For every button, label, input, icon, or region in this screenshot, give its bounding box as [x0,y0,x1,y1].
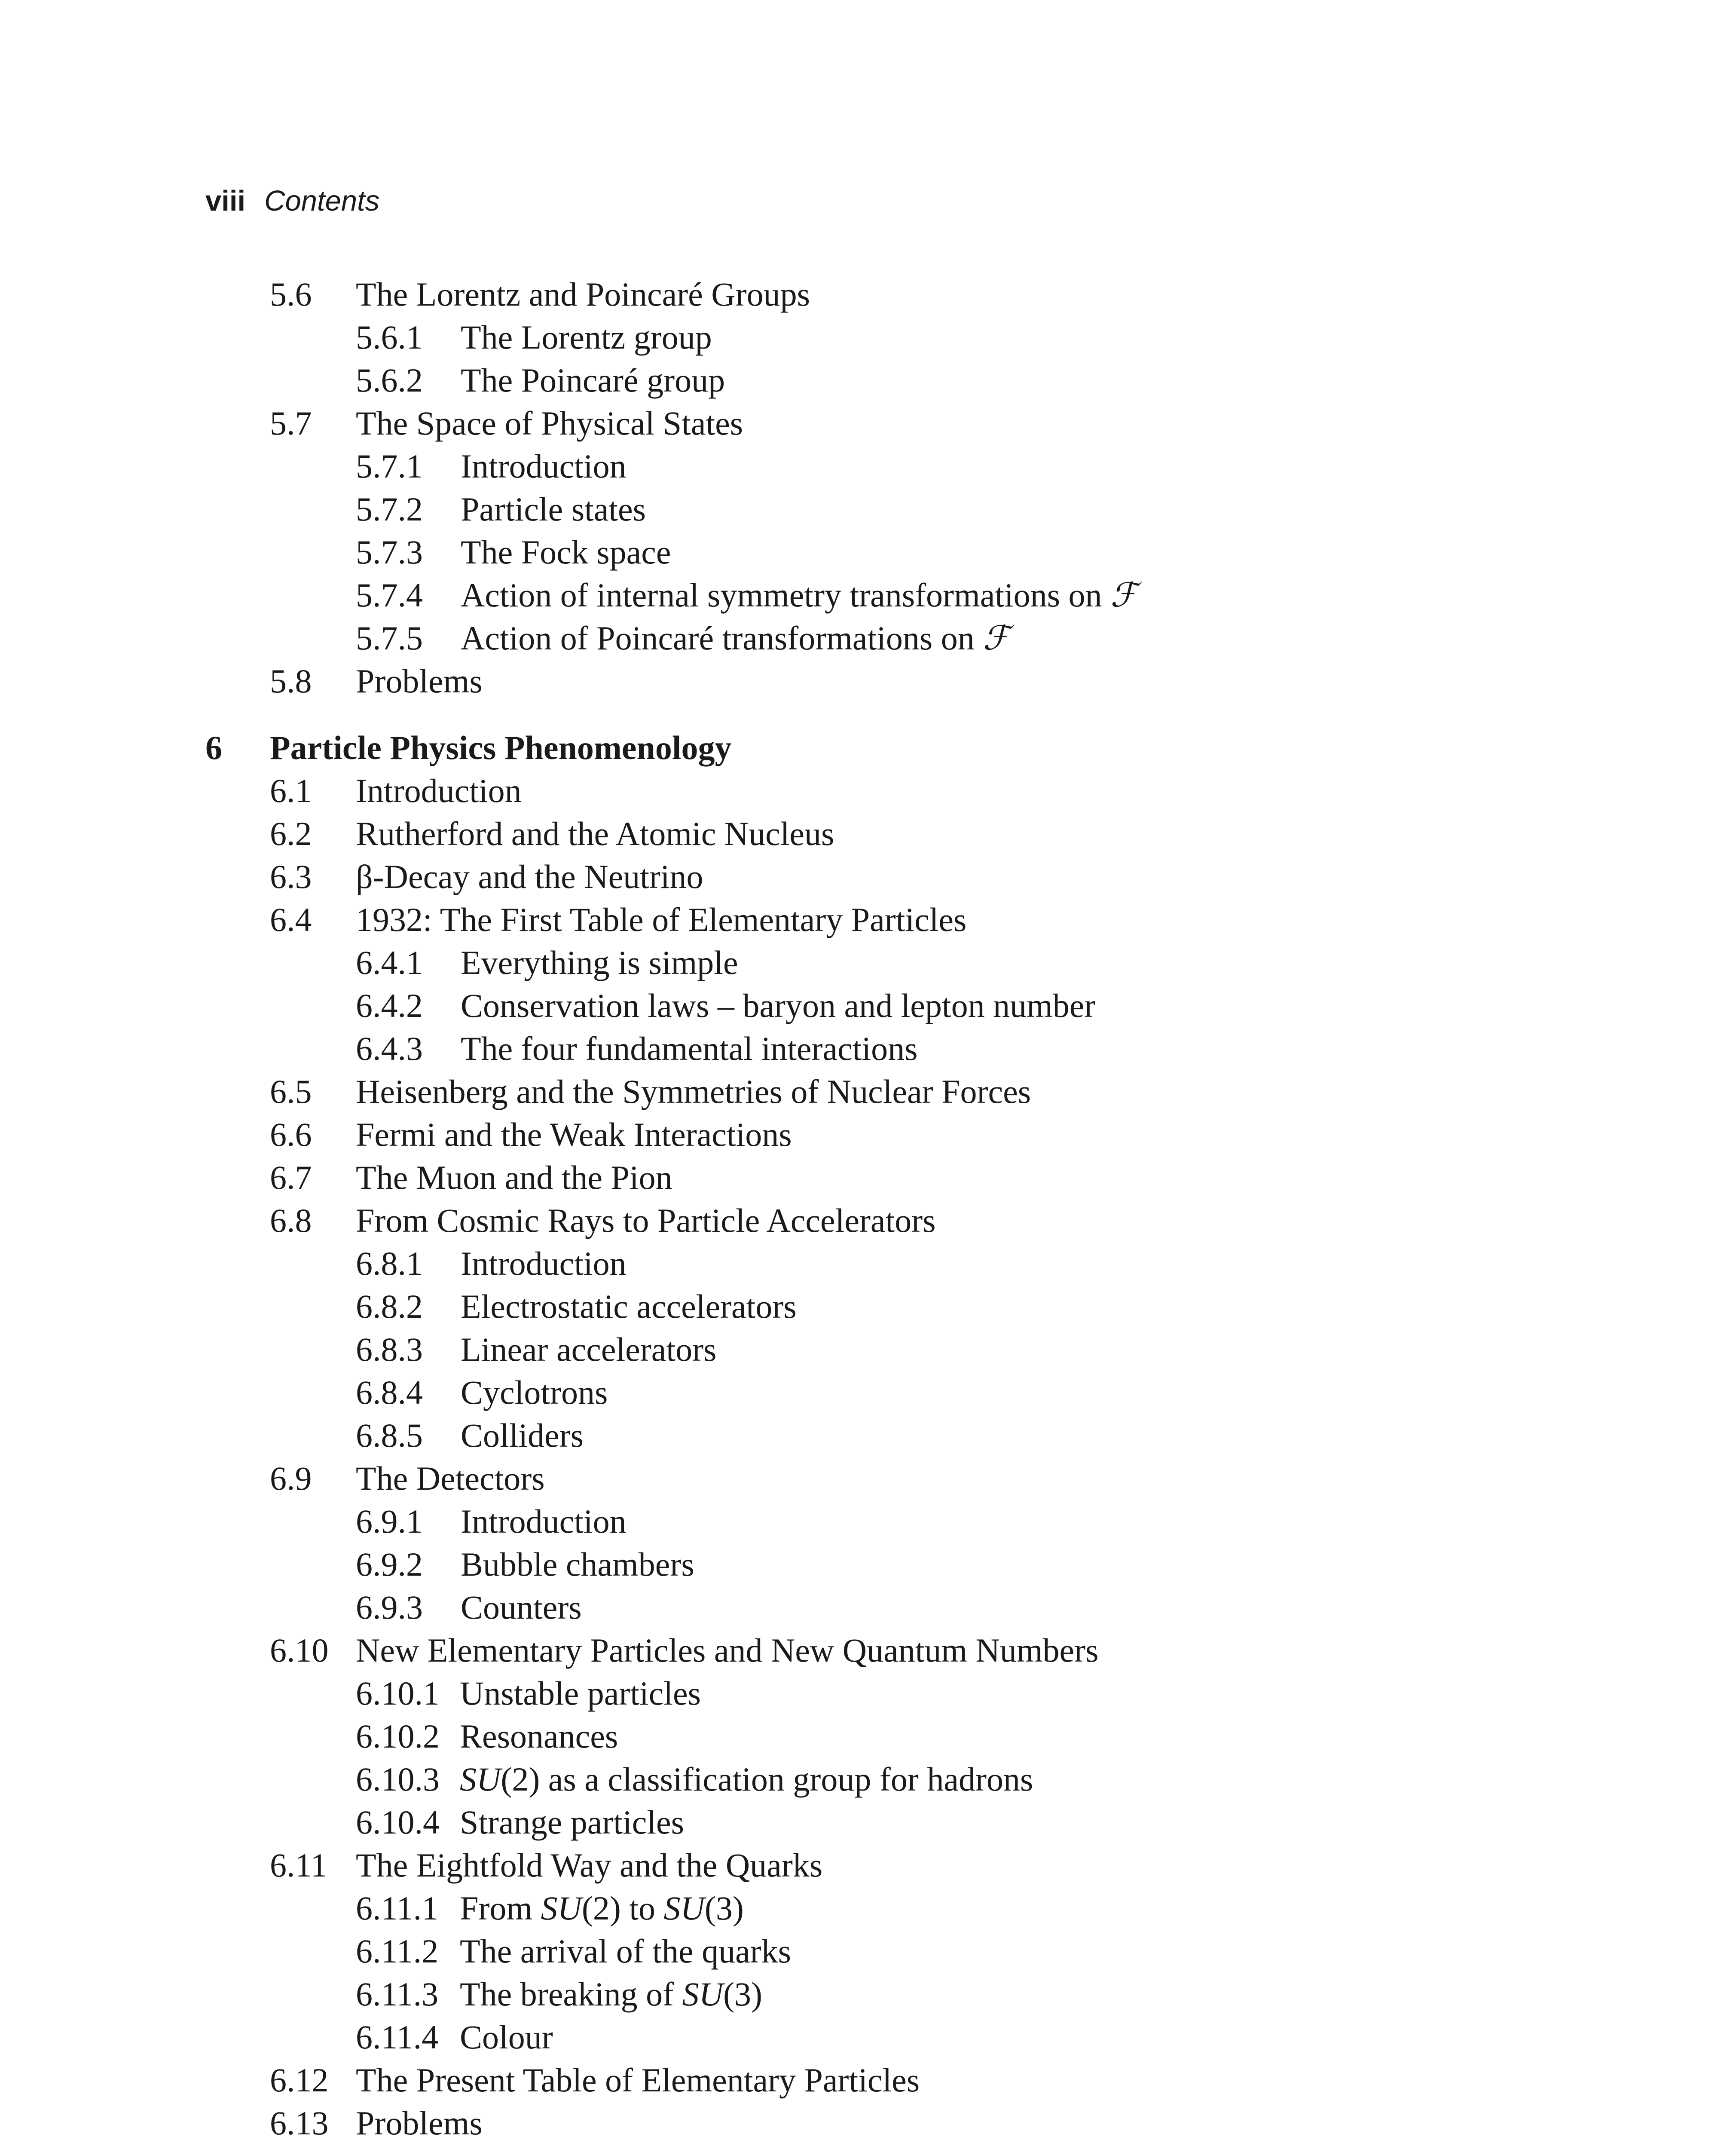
toc-entry-title: Strange particles [460,1803,684,1841]
toc-entry-number: 6.3 [270,858,312,895]
toc-entry-title: Electrostatic accelerators [461,1288,797,1325]
toc-entry-title: The Lorentz and Poincaré Groups [356,276,810,313]
toc-entry-number: 6.4.1 [356,944,423,981]
toc-entry-title: The breaking of SU(3) [460,1975,762,2013]
toc-entry-number: 6 [205,729,222,766]
toc-entry-title: Particle Physics Phenomenology [270,729,732,766]
toc-entry-number: 5.7.1 [356,447,423,485]
toc-entry-title: Introduction [461,447,627,485]
toc-entry-number: 6.9 [270,1460,312,1497]
toc-entry-title: The Detectors [356,1460,545,1497]
toc-entry-number: 6.9.2 [356,1546,423,1583]
toc-entry-number: 5.6.1 [356,318,423,356]
toc-entry-title: New Elementary Particles and New Quantum Numbers [356,1632,1099,1669]
toc-entry-title: Introduction [461,1503,627,1540]
toc-entry-title: The arrival of the quarks [460,1932,792,1970]
toc-entry-title: Action of internal symmetry transformations on ℱ [461,576,1137,614]
toc-entry-title: Particle states [461,490,646,528]
toc-entry-number: 5.6 [270,276,312,313]
toc-entry-title: The Eightfold Way and the Quarks [356,1846,823,1884]
toc-entry-title: Unstable particles [460,1675,701,1712]
toc-entry-number: 6.11 [270,1846,327,1884]
toc-entry-number: 6.11.2 [356,1932,439,1970]
toc-entry-number: 6.1 [270,772,312,809]
toc-entry-number: 6.7 [270,1159,312,1196]
toc-entry-title: The Poincaré group [461,361,725,399]
toc-entry-title: Bubble chambers [461,1546,694,1583]
toc-entry-number: 6.8.5 [356,1417,423,1454]
toc-entry-number: 6.9.1 [356,1503,423,1540]
toc-entry-number: 6.4.3 [356,1030,423,1067]
toc-entry-title: Fermi and the Weak Interactions [356,1116,792,1153]
toc-entry-number: 6.8 [270,1202,312,1239]
toc-entry-number: 6.8.3 [356,1331,423,1368]
toc-entry-title: Colour [460,2018,553,2056]
toc-entry-title: Conservation laws – baryon and lepton number [461,987,1096,1024]
toc-entry-number: 5.7.2 [356,490,423,528]
toc-entry-title: The Fock space [461,533,671,571]
toc-entry-number: 6.6 [270,1116,312,1153]
toc-entry-number: 6.9.3 [356,1589,423,1626]
toc-entry-title: From SU(2) to SU(3) [460,1889,744,1927]
toc-entry-number: 5.7.4 [356,576,423,614]
toc-entry-number: 6.12 [270,2061,329,2099]
toc-entry-number: 6.10.3 [356,1760,440,1798]
running-head: Contents [264,185,380,217]
toc-entry-number: 6.2 [270,815,312,852]
toc-entry-title: The Muon and the Pion [356,1159,672,1196]
toc-entry-title: Heisenberg and the Symmetries of Nuclear Forces [356,1073,1031,1110]
toc-entry-title: Colliders [461,1417,584,1454]
toc-entry-title: From Cosmic Rays to Particle Accelerators [356,1202,936,1239]
toc-entry-title: Action of Poincaré transformations on ℱ [461,619,1009,657]
toc-entry-title: SU(2) as a classification group for hadrons [460,1760,1033,1798]
toc-entry-title: Resonances [460,1717,618,1755]
toc-entry-title: Rutherford and the Atomic Nucleus [356,815,834,852]
toc-entry-number: 6.10.2 [356,1717,440,1755]
toc-entry-title: Counters [461,1589,582,1626]
toc-entry-number: 6.11.3 [356,1975,439,2013]
toc-entry-number: 6.10.1 [356,1675,440,1712]
toc-entry-title: Problems [356,662,483,700]
toc-entry-number: 6.10 [270,1632,329,1669]
toc-entry-number: 6.11.1 [356,1889,439,1927]
toc-entry-title: Introduction [356,772,522,809]
page-number: viii [205,185,246,217]
toc-entry-title: Cyclotrons [461,1374,608,1411]
toc-entry-number: 6.5 [270,1073,312,1110]
toc-entry-number: 6.11.4 [356,2018,439,2056]
toc-entry-title: Introduction [461,1245,627,1282]
toc-entry-number: 5.6.2 [356,361,423,399]
toc-entry-number: 6.10.4 [356,1803,440,1841]
toc-entry-number: 6.8.4 [356,1374,423,1411]
toc-entry-number: 6.4.2 [356,987,423,1024]
toc-entry-number: 5.7.3 [356,533,423,571]
toc-entry-number: 6.13 [270,2104,329,2142]
toc-entry-title: The Lorentz group [461,318,712,356]
toc-entry-number: 5.7.5 [356,619,423,657]
toc-entry-title: Everything is simple [461,944,738,981]
toc-entry-title: β-Decay and the Neutrino [356,858,703,895]
toc-entry-number: 6.8.1 [356,1245,423,1282]
toc-entry-title: Linear accelerators [461,1331,717,1368]
toc-entry-number: 6.4 [270,901,312,938]
toc-entry-number: 6.8.2 [356,1288,423,1325]
toc-entry-title: The four fundamental interactions [461,1030,918,1067]
toc-entry-number: 5.8 [270,662,312,700]
toc-entry-number: 5.7 [270,404,312,442]
toc-entry-title: The Present Table of Elementary Particles [356,2061,920,2099]
toc-entry-title: Problems [356,2104,483,2142]
toc-entry-title: 1932: The First Table of Elementary Particles [356,901,967,938]
toc-entry-title: The Space of Physical States [356,404,743,442]
